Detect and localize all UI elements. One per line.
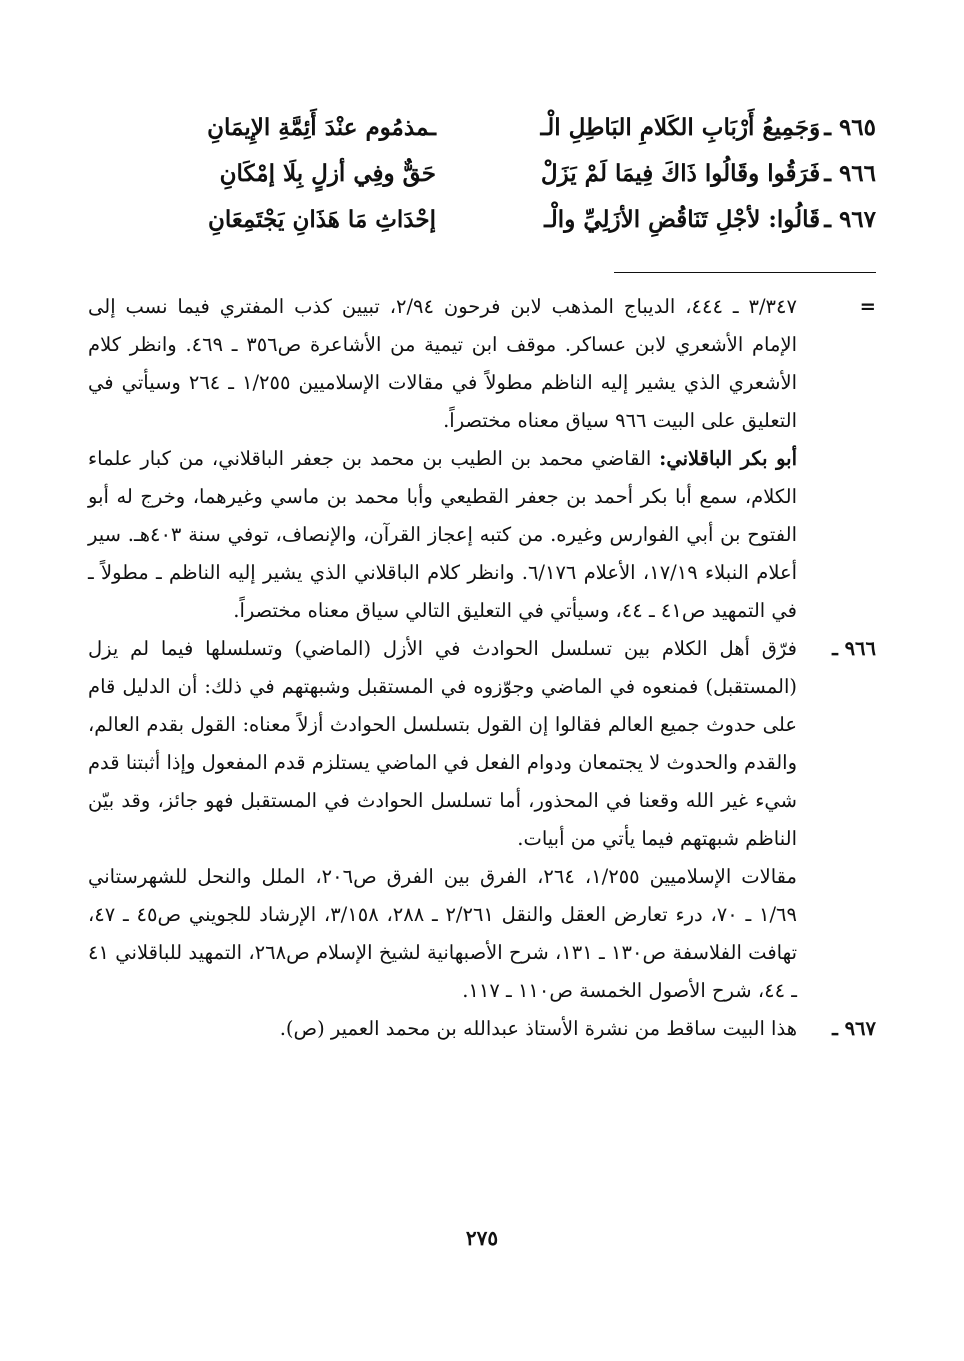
footnotes [88,288,876,1048]
footnote-references: مقالات الإسلاميين ١/٢٥٥، ٢٦٤، الفرق بين الفرق ص٢٠٦، الملل والنحل للشهرستاني ١/٦٩ ـ ٧٠، درء تعارض العقل والنقل ٢/٢٦١ ـ ٢٨٨، ٣/١٥٨، الإرشاد للجويني ص٤٥ ـ ٤٧، تهافت الفلاسفة ص١٣٠ ـ ١٣١، شرح الأصبهانية لشيخ الإسلام ص٢٦٨، التمهيد للباقلاني ٤١ ـ ٤٤، شرح الأصول الخمسة ص١١٠ ـ ١١٧. [88,865,798,1002]
verse-first-half: وَجَمِيعُ أَرْبَابِ الكَلامِ البَاطِلِ الْـ [540,114,821,141]
verse-second-half: حَقٌّ وفِي أزلٍ بِلَا إمْكَانِ [219,160,436,187]
verse-number: ٩٦٥ ـ [824,114,876,141]
verse-first-half: فَرَقُوا وقَالُوا ذَاكَ فِيمَا لَمْ يَزَلْ [540,160,821,187]
verse-first-half-group [466,197,876,243]
footnote-marker: ٩٦٦ ـ [832,637,876,660]
footnote-text: ٣/٣٤٧ ـ ٤٤٤، الديباج المذهب لابن فرحون ٢/٩٤، تبيين كذب المفتري فيما نسب إلى الإمام الأشعري لابن عساكر. موقف ابن تيمية من الأشاعرة ص٣٥٦ ـ ٤٦٩. وانظر كلام الأشعري الذي يشير إليه الناظم مطولاً في مقالات الإسلاميين ١/٢٥٥ ـ ٢٦٤ وسيأتي في التعليق على البيت ٩٦٦ سياق معناه مختصراً. [88,295,797,432]
footnote-text [88,440,797,630]
verse-first-half: قَالُوا: لأجْلِ تَنَاقُضِ الأزَلِيِّ والْـ [544,206,821,233]
page-number: ٢٧٥ [465,1226,499,1250]
verse-second-half: ـمذمُوم عنْدَ أَئِمَّةِ الإِيمَانِ [207,114,436,141]
verse-965 [76,105,876,151]
footnote-baqillani [88,440,876,630]
verse-first-half-group [466,105,876,151]
verse-number: ٩٦٧ ـ [824,206,876,233]
footnote-marker: ٩٦٧ ـ [832,1017,876,1040]
footnote-text: فرّق أهل الكلام بين تسلسل الحوادث في الأزل (الماضي) وتسلسلها فيما لم يزل (المستقبل) فمنعوه في الماضي وجوّزوه في المستقبل وشبهتهم في ذلك: أن الدليل قام على حدوث جميع العالم فقالوا إن القول بتسلسل الحوادث أزلاً معناه: القول بقدم العالم، والقدم والحدوث لا يجتمعان ودوام الفعل في الماضي يستلزم قدم المفعول وإذا أثبتنا قدم شيء غير الله وقعنا في المحذور، أما تسلسل الحوادث في المستقبل فهو جائز، وقد بيّن الناظم شبهتهم فيما يأتي من أبيات. [87,637,797,850]
footnote-separator [614,272,876,273]
footnote-text: هذا البيت ساقط من نشرة الأستاذ عبدالله بن محمد العمير (ص). [279,1017,797,1040]
footnote-marker: = [859,295,876,318]
footnote-continuation [88,288,876,440]
verse-first-half-group [466,151,876,197]
verse-967 [76,197,876,243]
footnote-body: القاضي محمد بن الطيب بن محمد بن جعفر الباقلاني، من كبار علماء الكلام، سمع أبا بكر أحمد بن جعفر القطيعي وأبا محمد بن ماسي وغيرهما، وخرج له أبو الفتوح بن أبي الفوارس وغيره. من كتبه إعجاز القرآن، والإنصاف، توفي سنة ٤٠٣هـ. سير أعلام النبلاء ١٧/١٩، الأعلام ٦/١٧٦. وانظر كلام الباقلاني الذي يشير إليه الناظم ـ مطولاً ـ في التمهيد ص٤١ ـ ٤٤، وسيأتي في التعليق التالي سياق معناه مختصراً. [88,447,798,622]
verse-966 [76,151,876,197]
footnote-lead-term: أبو بكر الباقلاني: [659,447,797,470]
footnote-966 [88,630,876,1010]
verse-number: ٩٦٦ ـ [824,160,876,187]
poem-verses [76,105,876,243]
footnote-967 [88,1010,876,1048]
verse-second-half: إحْدَاثِ مَا هَذَانِ يَجْتَمِعَانِ [207,206,436,233]
